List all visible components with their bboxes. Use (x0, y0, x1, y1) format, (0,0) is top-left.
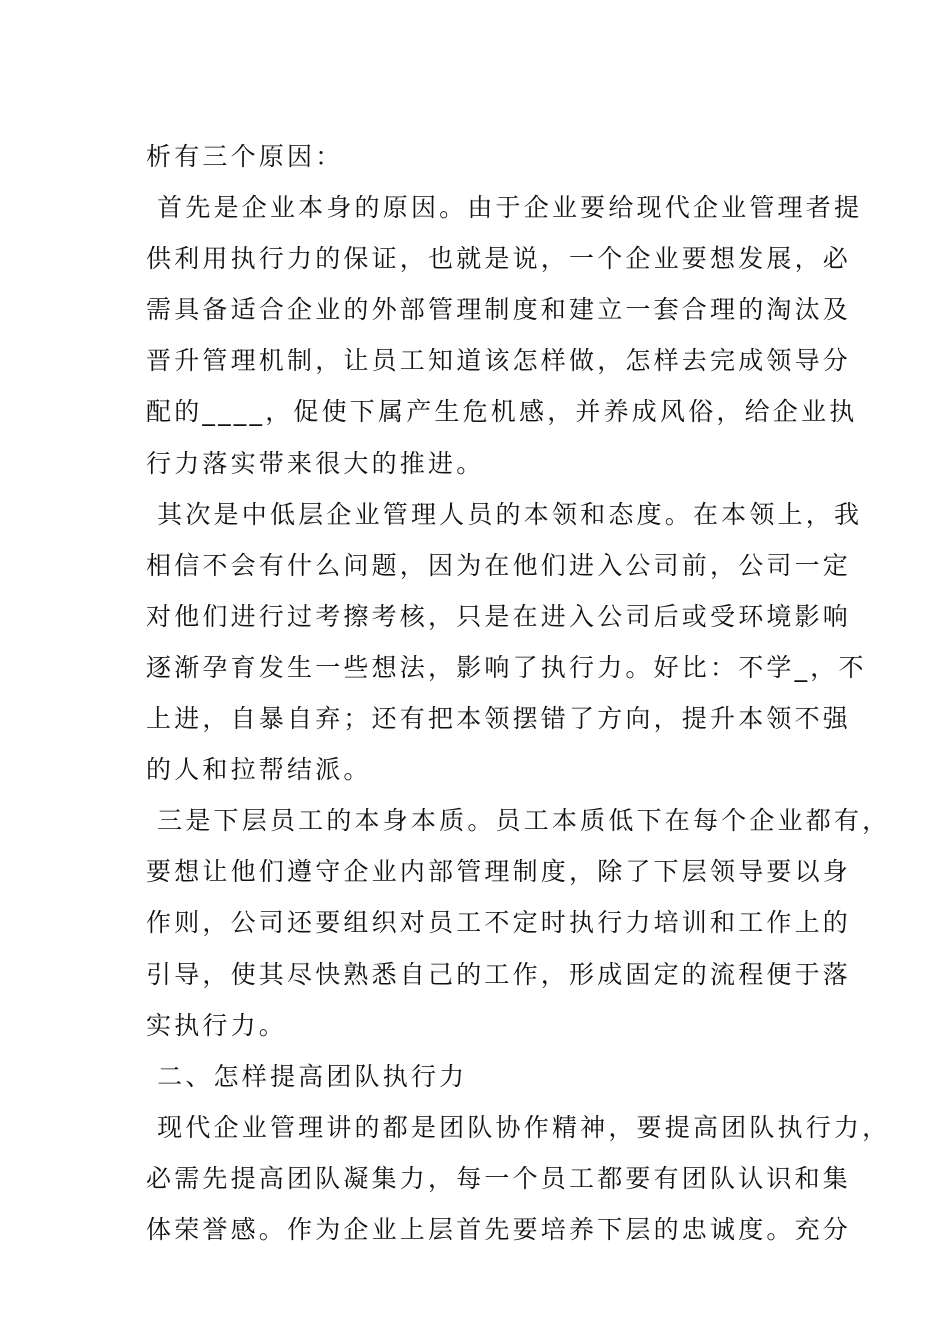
text-line: 作则，公司还要组织对员工不定时执行力培训和工作上的 (146, 908, 852, 938)
text-line: 逐渐孕育发生一些想法，影响了执行力。好比：不学_，不 (146, 652, 867, 682)
text-line: 对他们进行过考擦考核，只是在进入公司后或受环境影响 (146, 601, 852, 631)
text-line: 配的____，促使下属产生危机感，并养成风俗，给企业执 (146, 397, 858, 427)
text-line: 现代企业管理讲的都是团队协作精神，要提高团队执行力， (146, 1112, 891, 1142)
text-line: 相信不会有什么问题，因为在他们进入公司前，公司一定 (146, 550, 852, 580)
text-line: 晋升管理机制，让员工知道该怎样做，怎样去完成领导分 (146, 346, 852, 376)
text-line: 体荣誉感。作为企业上层首先要培养下层的忠诚度。充分 (146, 1214, 852, 1244)
text-line: 其次是中低层企业管理人员的本领和态度。在本领上，我 (146, 499, 863, 529)
text-line: 的人和拉帮结派。 (146, 755, 372, 785)
text-line: 要想让他们遵守企业内部管理制度，除了下层领导要以身 (146, 857, 852, 887)
text-line: 析有三个原因： (146, 142, 344, 171)
text-line: 必需先提高团队凝集力，每一个员工都要有团队认识和集 (146, 1163, 852, 1193)
text-line: 供利用执行力的保证，也就是说，一个企业要想发展，必 (146, 244, 852, 274)
text-line: 实执行力。 (146, 1010, 288, 1040)
section-heading: 二、怎样提高团队执行力 (146, 1061, 468, 1091)
text-line: 需具备适合企业的外部管理制度和建立一套合理的淘汰及 (146, 295, 852, 325)
text-line: 引导，使其尽快熟悉自己的工作，形成固定的流程便于落 (146, 959, 852, 989)
text-line: 三是下层员工的本身本质。员工本质低下在每个企业都有， (146, 806, 891, 836)
text-line: 首先是企业本身的原因。由于企业要给现代企业管理者提 (146, 193, 863, 223)
text-line: 行力落实带来很大的推进。 (146, 448, 485, 478)
body-text (146, 131, 891, 1255)
text-line: 上进，自暴自弃；还有把本领摆错了方向，提升本领不强 (146, 704, 852, 734)
